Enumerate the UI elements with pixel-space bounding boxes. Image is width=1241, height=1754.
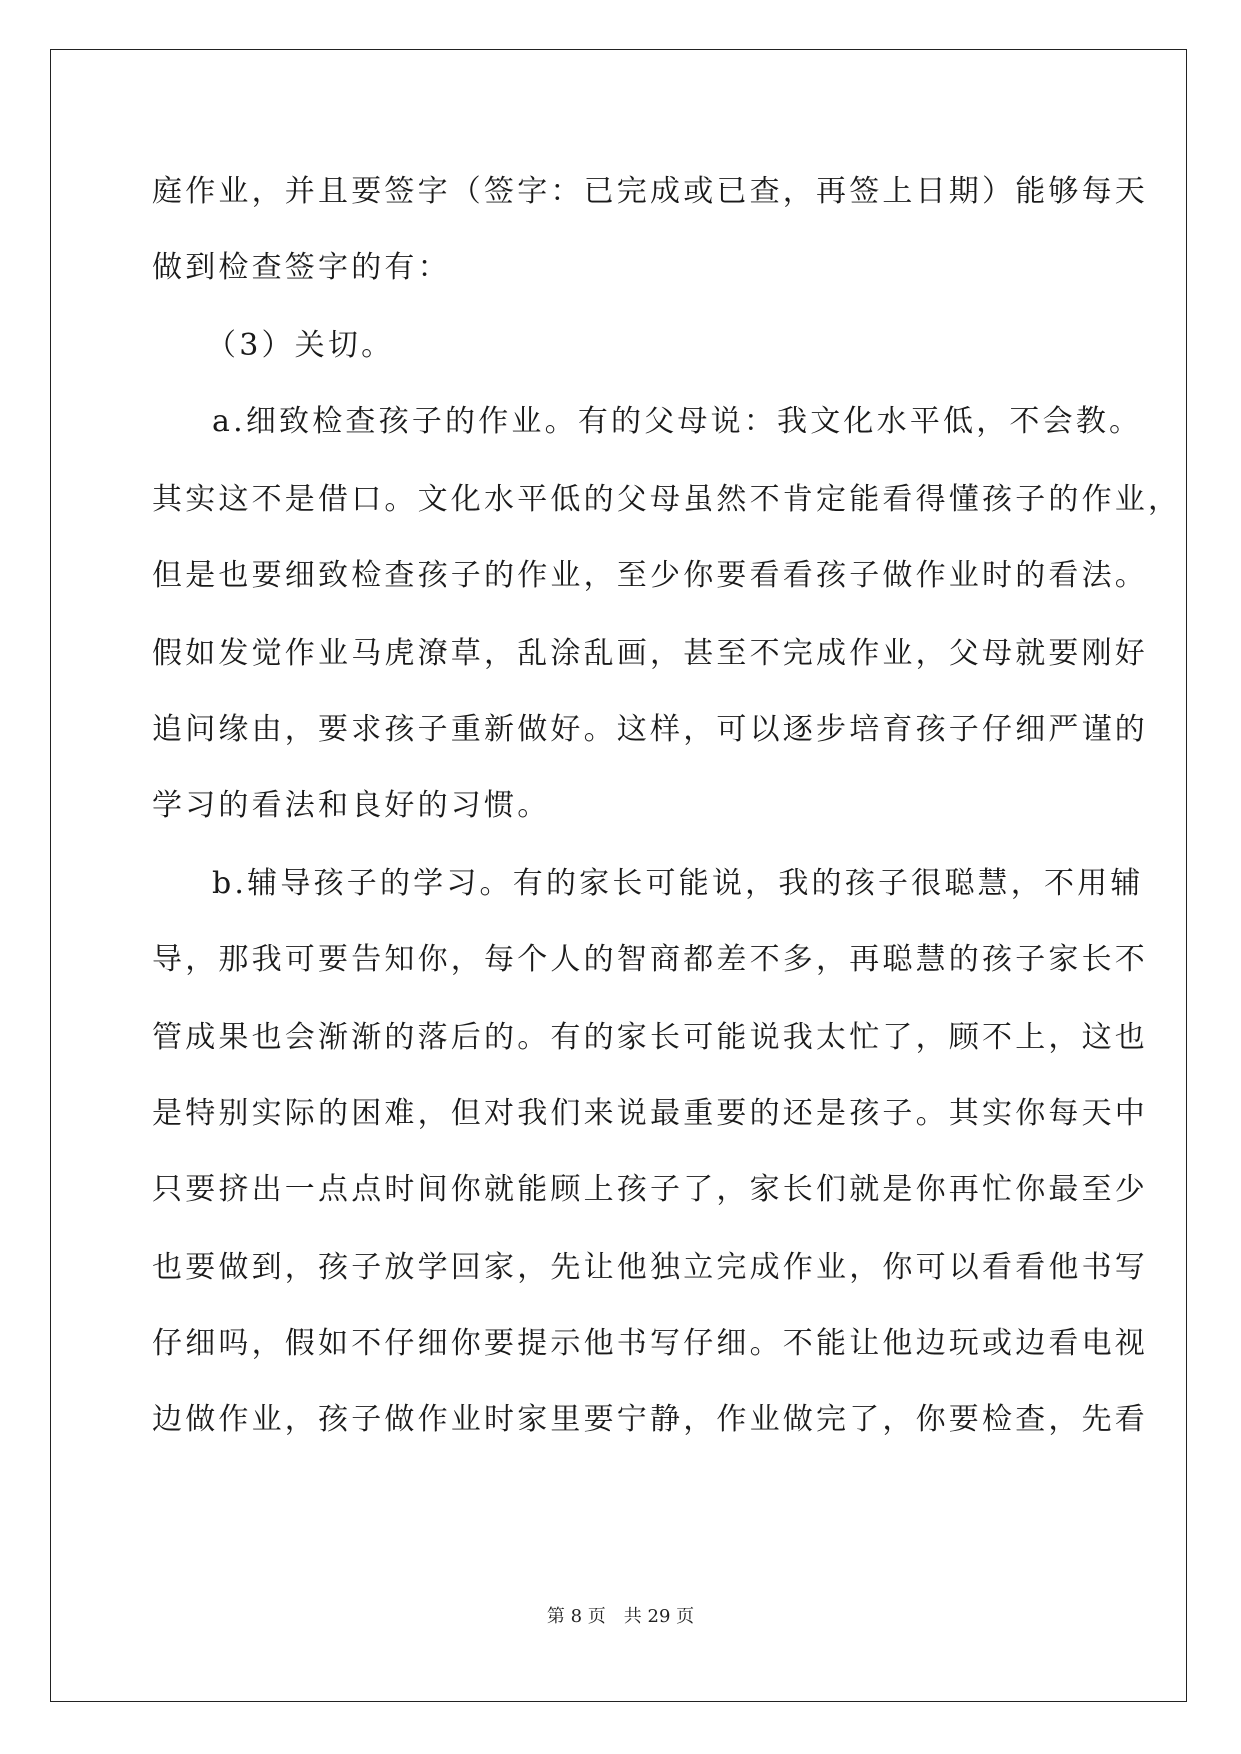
- page-number-footer: 第 8 页 共 29 页: [546, 1606, 695, 1627]
- text-line: 做到检查签字的有：: [152, 250, 451, 285]
- text-line: 边做作业，孩子做作业时家里要宁静，作业做完了，你要检查，先看: [152, 1402, 1148, 1437]
- text-line: 是特别实际的困难，但对我们来说最重要的还是孩子。其实你每天中: [152, 1096, 1148, 1131]
- text-line: 追问缘由，要求孩子重新做好。这样，可以逐步培育孩子仔细严谨的: [152, 712, 1148, 747]
- text-line: 学习的看法和良好的习惯。: [152, 788, 551, 823]
- text-line: 也要做到，孩子放学回家，先让他独立完成作业，你可以看看他书写: [152, 1250, 1148, 1285]
- text-line: 管成果也会渐渐的落后的。有的家长可能说我太忙了，顾不上，这也: [152, 1020, 1148, 1055]
- text-line: 仔细吗，假如不仔细你要提示他书写仔细。不能让他边玩或边看电视: [152, 1326, 1148, 1361]
- paragraph-start: b.辅导孩子的学习。有的家长可能说，我的孩子很聪慧，不用辅: [212, 866, 1144, 901]
- text-line: 但是也要细致检查孩子的作业，至少你要看看孩子做作业时的看法。: [152, 558, 1148, 593]
- text-line: 其实这不是借口。文化水平低的父母虽然不肯定能看得懂孩子的作业，: [152, 482, 1182, 517]
- section-heading: （3）关切。: [206, 328, 395, 363]
- paragraph-start: a.细致检查孩子的作业。有的父母说：我文化水平低，不会教。: [212, 404, 1143, 439]
- text-line: 导，那我可要告知你，每个人的智商都差不多，再聪慧的孩子家长不: [152, 942, 1148, 977]
- text-line: 假如发觉作业马虎潦草，乱涂乱画，甚至不完成作业，父母就要刚好: [152, 636, 1148, 671]
- text-line: 庭作业，并且要签字（签字：已完成或已查，再签上日期）能够每天: [152, 174, 1148, 209]
- text-line: 只要挤出一点点时间你就能顾上孩子了，家长们就是你再忙你最至少: [152, 1172, 1148, 1207]
